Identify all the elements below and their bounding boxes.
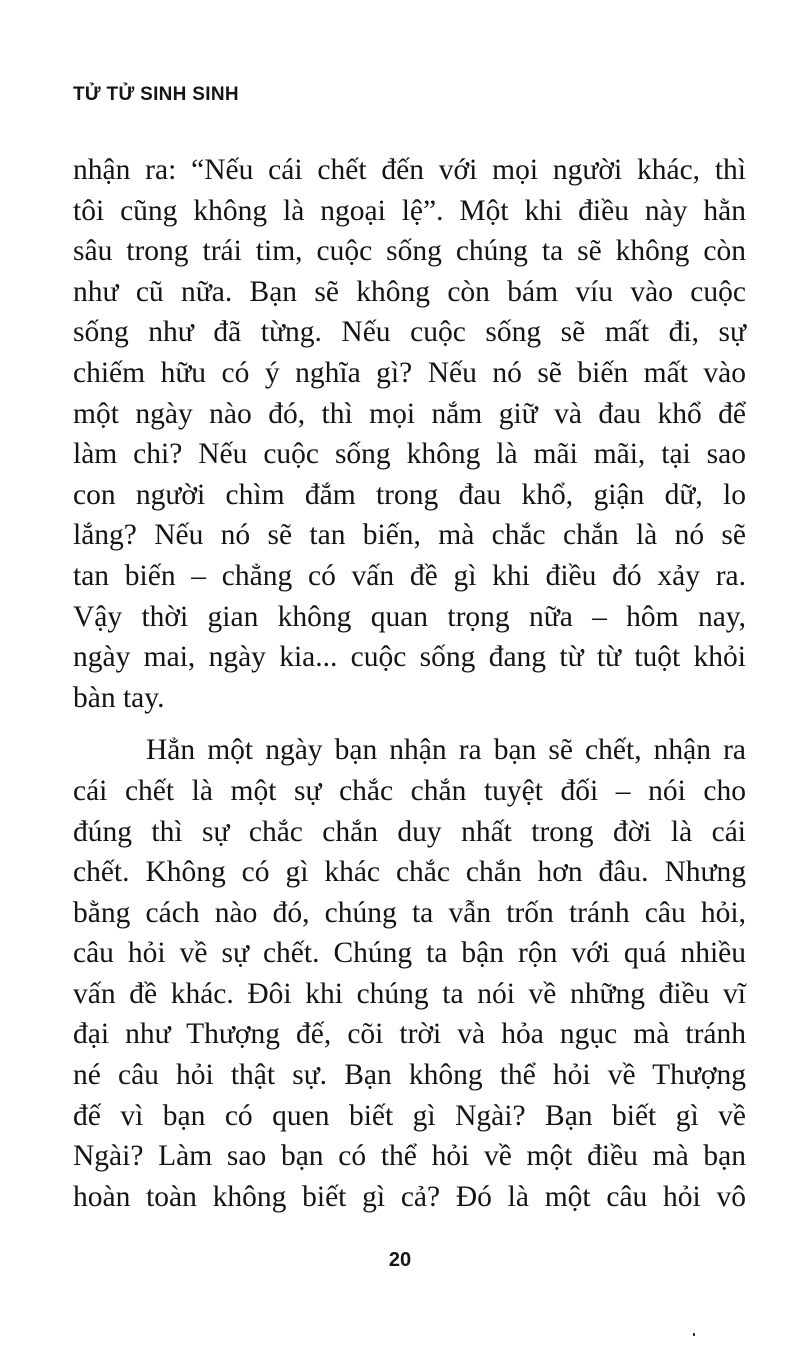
text-line: hoàn toàn không biết gì cả? Đó là một câu hỏi vô [73,1180,746,1213]
text-line: một ngày nào đó, thì mọi nắm giữ và đau khổ để [73,397,746,430]
text-line: Hẳn một ngày bạn nhận ra bạn sẽ chết, nhận ra [146,734,746,767]
text-line: con người chìm đắm trong đau khổ, giận dữ, lo [73,478,746,511]
page-number: 20 [388,1249,412,1271]
text-line: như cũ nữa. Bạn sẽ không còn bám víu vào cuộc [73,275,746,308]
text-line: Ngài? Làm sao bạn có thể hỏi về một điều mà bạn [73,1140,746,1173]
text-line: câu hỏi về sự chết. Chúng ta bận rộn với quá nhiều [73,937,746,970]
text-line: tôi cũng không là ngoại lệ”. Một khi điều này hằn [73,194,746,227]
text-line: né câu hỏi thật sự. Bạn không thể hỏi về Thượng [73,1059,746,1092]
paragraph-2 [73,730,746,1217]
text-line: sống như đã từng. Nếu cuộc sống sẽ mất đi, sự [73,316,746,349]
body-text [73,150,746,1217]
text-line: Vậy thời gian không quan trọng nữa – hôm nay, [73,600,746,633]
text-line: đại như Thượng đế, cõi trời và hỏa ngục mà tránh [73,1018,746,1051]
text-line: bằng cách nào đó, chúng ta vẫn trốn tránh câu hỏi, [73,896,746,929]
text-line: ngày mai, ngày kia... cuộc sống đang từ từ tuột khỏi [73,641,746,674]
paragraph-1 [73,150,746,718]
text-line: cái chết là một sự chắc chắn tuyệt đối – nói cho [73,774,746,807]
text-line: vấn đề khác. Đôi khi chúng ta nói về những điều vĩ [73,977,746,1010]
paragraph-spacer [73,718,746,730]
scan-speck [693,1333,695,1336]
text-line: làm chi? Nếu cuộc sống không là mãi mãi, tại sao [73,438,746,471]
text-line: tan biến – chẳng có vấn đề gì khi điều đó xảy ra. [73,559,746,592]
text-line: sâu trong trái tim, cuộc sống chúng ta sẽ không còn [73,235,746,268]
text-line: chiếm hữu có ý nghĩa gì? Nếu nó sẽ biến mất vào [73,356,746,389]
running-header-title: TỬ TỬ SINH SINH [73,84,239,105]
text-line: đế vì bạn có quen biết gì Ngài? Bạn biết gì về [73,1099,746,1132]
text-line: nhận ra: “Nếu cái chết đến với mọi người khác, thì [73,154,746,186]
text-line: lắng? Nếu nó sẽ tan biến, mà chắc chắn là nó sẽ [73,519,746,552]
text-line: bàn tay. [73,681,165,714]
text-line: đúng thì sự chắc chắn duy nhất trong đời là cái [73,815,746,848]
text-line: chết. Không có gì khác chắc chắn hơn đâu. Nhưng [73,856,746,889]
